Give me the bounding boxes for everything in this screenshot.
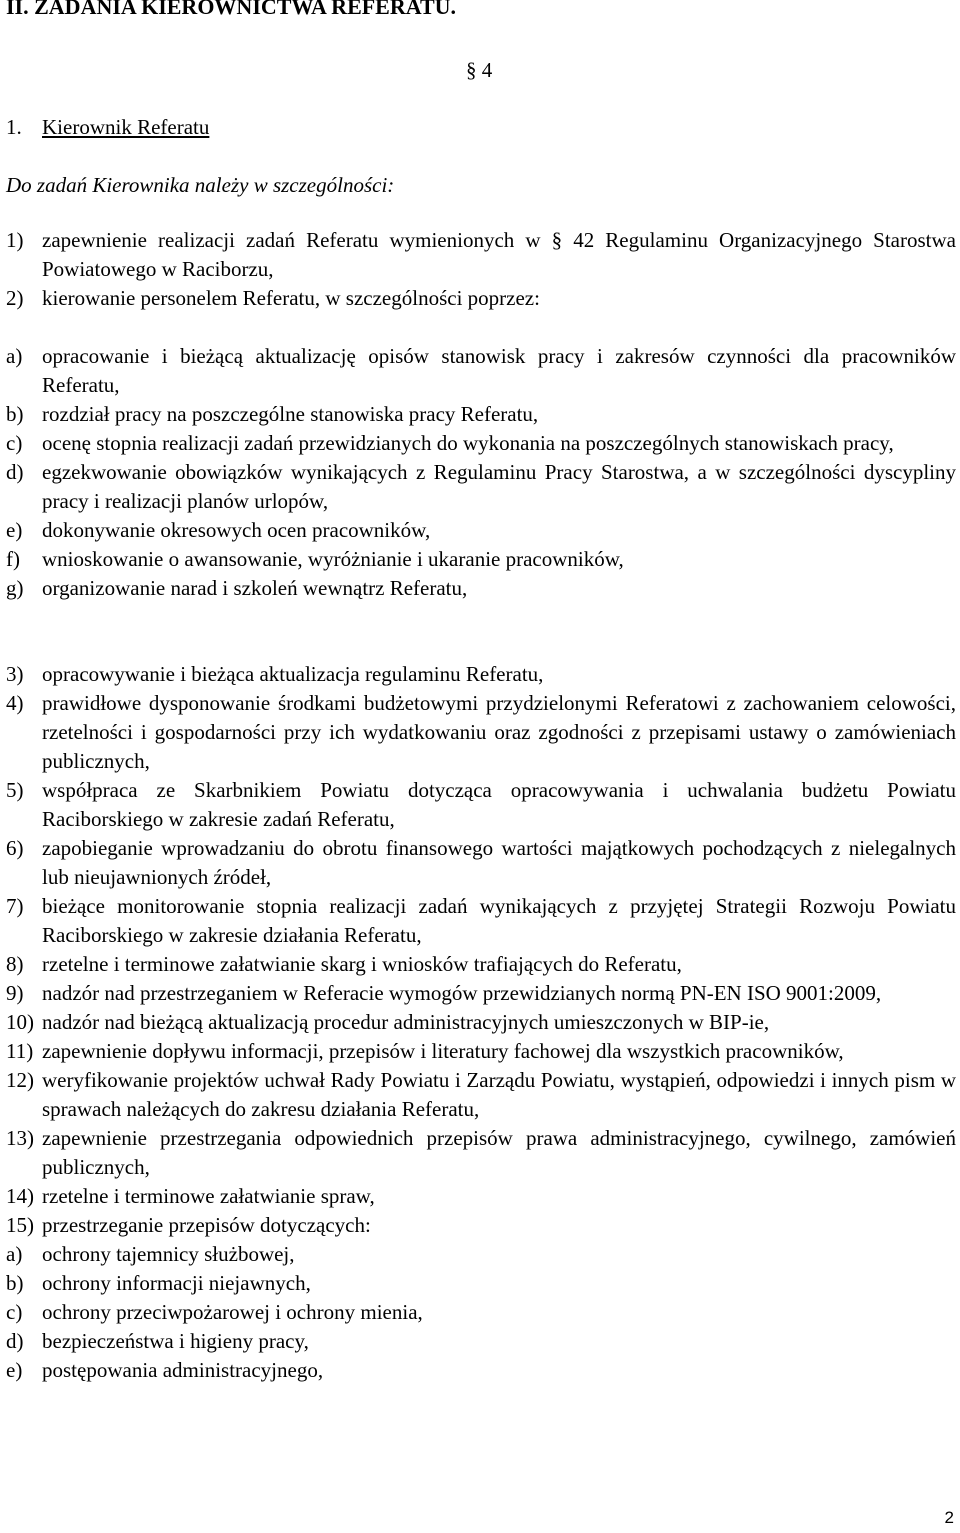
list-item-text: nadzór nad bieżącą aktualizacją procedur administracyjnych umieszczonych w BIP-ie, [42, 1010, 770, 1034]
list-item [6, 429, 956, 458]
list-item-text: rozdział pracy na poszczególne stanowiska pracy Referatu, [42, 402, 539, 426]
list-item-marker: c) [6, 1300, 23, 1324]
list-item-marker: b) [6, 402, 24, 426]
list-item-marker: 14) [6, 1184, 34, 1208]
list-item [6, 1298, 956, 1327]
subsection-number: 1. [6, 115, 22, 139]
list-item-text: rzetelne i terminowe załatwianie skarg i wniosków trafiających do Referatu, [42, 952, 682, 976]
list-item-marker: 11) [6, 1039, 34, 1063]
list-item-text: zapobieganie wprowadzaniu do obrotu finansowego wartości majątkowych pochodzących z nielegalnych lub nieujawnionych źródeł, [42, 836, 956, 889]
list-item-text: dokonywanie okresowych ocen pracowników, [42, 518, 431, 542]
list-item [6, 979, 956, 1008]
list-item-marker: e) [6, 518, 23, 542]
list-item-marker: 9) [6, 981, 24, 1005]
duties-list-part-1 [6, 226, 956, 313]
duties-list-part-2 [6, 660, 956, 1385]
list-item-marker: 3) [6, 662, 24, 686]
list-item [6, 689, 956, 776]
list-item-text: prawidłowe dysponowanie środkami budżetowymi przydzielonymi Referatowi z zachowaniem celowości, rzetelności i gospodarności przy ich wydatkowaniu oraz zgodności z przepisami ustawy o zamówieniach publicznych, [42, 691, 956, 773]
list-item [6, 1037, 956, 1066]
list-item [6, 1269, 956, 1298]
list-item [6, 1211, 956, 1240]
list-item [6, 834, 956, 892]
list-item-text: wnioskowanie o awansowanie, wyróżnianie i ukaranie pracowników, [42, 547, 624, 571]
list-item [6, 1327, 956, 1356]
list-item [6, 1240, 956, 1269]
list-item [6, 545, 956, 574]
chapter-heading: II. ZADANIA KIEROWNICTWA REFERATU. [6, 0, 457, 19]
list-item [6, 516, 956, 545]
list-item-text: ocenę stopnia realizacji zadań przewidzianych do wykonania na poszczególnych stanowiskach pracy, [42, 431, 894, 455]
list-item-marker: c) [6, 431, 23, 455]
list-item-marker: 6) [6, 836, 24, 860]
list-item [6, 1356, 956, 1385]
list-item-text: kierowanie personelem Referatu, w szczególności poprzez: [42, 286, 540, 310]
staff-management-sublist [6, 342, 956, 603]
list-item-marker: g) [6, 576, 24, 600]
list-item-marker: 10) [6, 1010, 34, 1034]
section-number: § 4 [466, 58, 493, 82]
list-item [6, 776, 956, 834]
list-item [6, 1008, 956, 1037]
subsection-heading [6, 114, 209, 140]
list-item [6, 284, 956, 313]
list-item-marker: 1) [6, 228, 24, 252]
list-item-text: zapewnienie realizacji zadań Referatu wymienionych w § 42 Regulaminu Organizacyjnego Starostwa Powiatowego w Raciborzu, [42, 228, 956, 281]
list-item-text: zapewnienie przestrzegania odpowiednich przepisów prawa administracyjnego, cywilnego, zamówień publicznych, [42, 1126, 956, 1179]
list-item-text: bezpieczeństwa i higieny pracy, [42, 1329, 309, 1353]
intro-text: Do zadań Kierownika należy w szczególności: [6, 173, 395, 197]
list-item [6, 400, 956, 429]
list-item-text: weryfikowanie projektów uchwał Rady Powiatu i Zarządu Powiatu, wystąpień, odpowiedzi i innych pism w sprawach należących do zakresu działania Referatu, [42, 1068, 956, 1121]
list-item-marker: e) [6, 1358, 23, 1382]
list-item-text: nadzór nad przestrzeganiem w Referacie wymogów przewidzianych normą PN-EN ISO 9001:2009, [42, 981, 882, 1005]
list-item-marker: 4) [6, 691, 24, 715]
list-item-marker: 2) [6, 286, 24, 310]
list-item-marker: 5) [6, 778, 24, 802]
list-item-marker: a) [6, 1242, 23, 1266]
list-item-marker: 8) [6, 952, 24, 976]
list-item-marker: a) [6, 344, 23, 368]
page-number: 2 [944, 1508, 954, 1527]
subsection-title: Kierownik Referatu [42, 115, 210, 139]
list-item-marker: 12) [6, 1068, 34, 1092]
list-item [6, 342, 956, 400]
list-item-text: ochrony informacji niejawnych, [42, 1271, 311, 1295]
list-item-marker: 13) [6, 1126, 34, 1150]
list-item [6, 226, 956, 284]
list-item [6, 950, 956, 979]
list-item [6, 1182, 956, 1211]
list-item-text: opracowanie i bieżącą aktualizację opisów stanowisk pracy i zakresów czynności dla pracowników Referatu, [42, 344, 956, 397]
list-item [6, 574, 956, 603]
list-item-text: bieżące monitorowanie stopnia realizacji zadań wynikających z przyjętej Strategii Rozwoju Powiatu Raciborskiego w zakresie działania Referatu, [42, 894, 956, 947]
list-item-marker: f) [6, 547, 20, 571]
list-item-marker: 7) [6, 894, 24, 918]
list-item [6, 1124, 956, 1182]
list-item-text: opracowywanie i bieżąca aktualizacja regulaminu Referatu, [42, 662, 544, 686]
list-item-text: przestrzeganie przepisów dotyczących: [42, 1213, 371, 1237]
list-item-marker: 15) [6, 1213, 34, 1237]
list-item [6, 1066, 956, 1124]
list-item-text: ochrony tajemnicy służbowej, [42, 1242, 295, 1266]
list-item-marker: b) [6, 1271, 24, 1295]
list-item [6, 660, 956, 689]
list-item-marker: d) [6, 1329, 24, 1353]
list-item [6, 458, 956, 516]
list-item-text: współpraca ze Skarbnikiem Powiatu dotycząca opracowywania i uchwalania budżetu Powiatu Raciborskiego w zakresie zadań Referatu, [42, 778, 956, 831]
list-item-marker: d) [6, 460, 24, 484]
list-item [6, 892, 956, 950]
list-item-text: postępowania administracyjnego, [42, 1358, 324, 1382]
list-item-text: zapewnienie dopływu informacji, przepisów i literatury fachowej dla wszystkich pracowników, [42, 1039, 844, 1063]
list-item-text: ochrony przeciwpożarowej i ochrony mienia, [42, 1300, 423, 1324]
list-item-text: organizowanie narad i szkoleń wewnątrz Referatu, [42, 576, 468, 600]
list-item-text: egzekwowanie obowiązków wynikających z Regulaminu Pracy Starostwa, a w szczególności dyscypliny pracy i realizacji planów urlopów, [42, 460, 956, 513]
list-item-text: rzetelne i terminowe załatwianie spraw, [42, 1184, 375, 1208]
